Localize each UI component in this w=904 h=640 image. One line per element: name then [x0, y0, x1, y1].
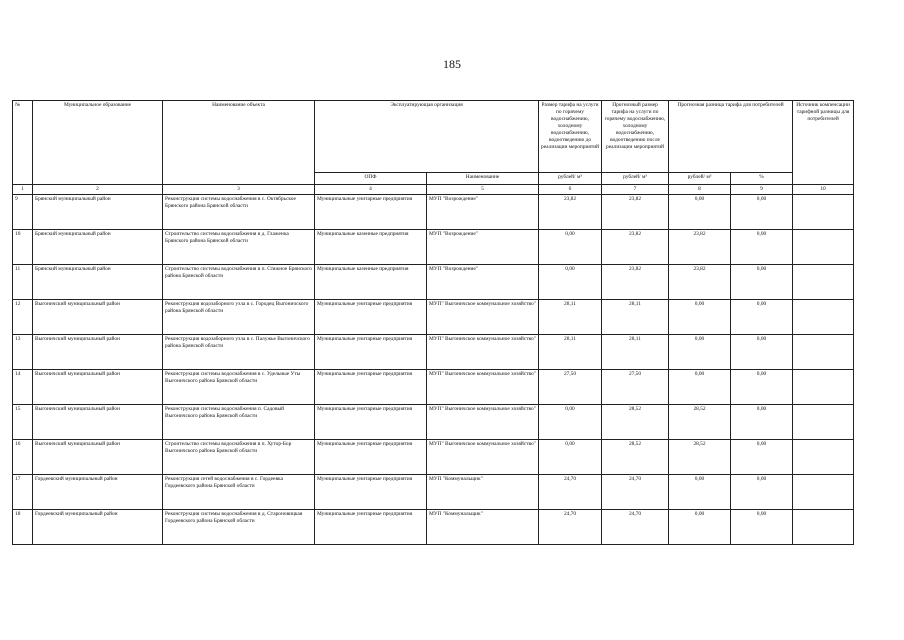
- tariff-after-cell: 23,82: [602, 230, 669, 265]
- organization-cell: МУП" Выгоничское коммунальное хозяйство": [427, 300, 539, 335]
- diff-rub-cell: 0,00: [669, 335, 731, 370]
- header-opf: ОПФ: [315, 173, 427, 185]
- opf-cell: Муниципальные унитарные предприятия: [315, 475, 427, 510]
- object-cell: Реконструкция системы водоснабжения в д. Староновицкая Гордеевского района Брянской области: [163, 510, 315, 545]
- tariff-before-cell: 24,70: [539, 510, 602, 545]
- column-number: 4: [315, 185, 427, 195]
- table-row: [13, 195, 854, 230]
- column-number: 8: [669, 185, 731, 195]
- municipality-cell: Выгоничский муниципальный район: [33, 300, 163, 335]
- table-row: [13, 230, 854, 265]
- tariff-after-cell: 28,11: [602, 300, 669, 335]
- diff-rub-cell: 28,52: [669, 405, 731, 440]
- organization-cell: МУП "Возрождение": [427, 230, 539, 265]
- table-body: [13, 195, 854, 545]
- column-number: 2: [33, 185, 163, 195]
- column-number: 1: [13, 185, 33, 195]
- municipality-cell: Брянский муниципальный район: [33, 265, 163, 300]
- opf-cell: Муниципальные унитарные предприятия: [315, 195, 427, 230]
- opf-cell: Муниципальные унитарные предприятия: [315, 440, 427, 475]
- column-number-row: [13, 185, 854, 195]
- row-number: 9: [13, 195, 33, 230]
- municipality-cell: Выгоничский муниципальный район: [33, 440, 163, 475]
- tariff-before-cell: 0,00: [539, 230, 602, 265]
- municipality-cell: Выгоничский муниципальный район: [33, 370, 163, 405]
- opf-cell: Муниципальные унитарные предприятия: [315, 510, 427, 545]
- row-number: 14: [13, 370, 33, 405]
- diff-rub-cell: 0,00: [669, 300, 731, 335]
- diff-percent-cell: 0,00: [731, 195, 793, 230]
- header-municipality: Муниципальное образование: [33, 101, 163, 185]
- object-cell: Реконструкция водозаборного узла в с. Городец Выгоничского района Брянской области: [163, 300, 315, 335]
- header-no: №: [13, 101, 33, 185]
- table-row: [13, 475, 854, 510]
- header-operator: Эксплуатирующая организация: [315, 101, 539, 173]
- header-unit-7: рублей/ м³: [602, 173, 669, 185]
- municipality-cell: Выгоничский муниципальный район: [33, 405, 163, 440]
- source-cell: [793, 300, 854, 335]
- object-cell: Реконструкция системы водоснабжения в с. Удельные Уты Выгоничского района Брянской области: [163, 370, 315, 405]
- municipality-cell: Брянский муниципальный район: [33, 230, 163, 265]
- column-number: 6: [539, 185, 602, 195]
- tariff-after-cell: 23,82: [602, 195, 669, 230]
- diff-percent-cell: 0,00: [731, 230, 793, 265]
- source-cell: [793, 475, 854, 510]
- source-cell: [793, 195, 854, 230]
- header-name: Наименование: [427, 173, 539, 185]
- header-object-name: Наименование объекта: [163, 101, 315, 185]
- opf-cell: Муниципальные унитарные предприятия: [315, 335, 427, 370]
- source-cell: [793, 335, 854, 370]
- opf-cell: Муниципальные казенные предприятия: [315, 230, 427, 265]
- header-row: [13, 101, 854, 173]
- header-unit-9: %: [731, 173, 793, 185]
- tariff-after-cell: 28,52: [602, 405, 669, 440]
- column-number: 9: [731, 185, 793, 195]
- diff-rub-cell: 0,00: [669, 370, 731, 405]
- diff-rub-cell: 28,52: [669, 440, 731, 475]
- diff-percent-cell: 0,00: [731, 335, 793, 370]
- tariff-before-cell: 24,70: [539, 475, 602, 510]
- diff-rub-cell: 0,00: [669, 475, 731, 510]
- tariff-after-cell: 28,11: [602, 335, 669, 370]
- tariff-after-cell: 23,82: [602, 265, 669, 300]
- municipality-cell: Брянский муниципальный район: [33, 195, 163, 230]
- source-cell: [793, 265, 854, 300]
- source-cell: [793, 405, 854, 440]
- table-row: [13, 510, 854, 545]
- diff-rub-cell: 23,82: [669, 265, 731, 300]
- table-row: [13, 335, 854, 370]
- organization-cell: МУП" Выгоничское коммунальное хозяйство": [427, 335, 539, 370]
- organization-cell: МУП "Возрождение": [427, 195, 539, 230]
- diff-rub-cell: 0,00: [669, 510, 731, 545]
- tariff-after-cell: 24,70: [602, 475, 669, 510]
- row-number: 11: [13, 265, 33, 300]
- tariff-after-cell: 28,52: [602, 440, 669, 475]
- opf-cell: Муниципальные казенные предприятия: [315, 265, 427, 300]
- tariff-before-cell: 0,00: [539, 405, 602, 440]
- row-number: 15: [13, 405, 33, 440]
- tariff-before-cell: 0,00: [539, 265, 602, 300]
- diff-percent-cell: 0,00: [731, 265, 793, 300]
- header-unit-6: рублей/ м³: [539, 173, 602, 185]
- header-forecast-diff: Прогнозная разница тарифа для потребителей: [669, 101, 793, 173]
- tariff-before-cell: 28,11: [539, 300, 602, 335]
- column-number: 10: [793, 185, 854, 195]
- object-cell: Реконструкция водозаборного узла в с. Палужье Выгоничского района Брянской области: [163, 335, 315, 370]
- diff-percent-cell: 0,00: [731, 370, 793, 405]
- tariff-before-cell: 23,82: [539, 195, 602, 230]
- table-row: [13, 440, 854, 475]
- tariff-before-cell: 0,00: [539, 440, 602, 475]
- object-cell: Строительство системы водоснабжения в п. Стяжное Брянского района Брянской области: [163, 265, 315, 300]
- opf-cell: Муниципальные унитарные предприятия: [315, 405, 427, 440]
- header-source: Источник компенсации тарифной разницы для потребителей: [793, 101, 854, 185]
- opf-cell: Муниципальные унитарные предприятия: [315, 300, 427, 335]
- tariff-table: [12, 100, 854, 545]
- diff-rub-cell: 23,82: [669, 230, 731, 265]
- source-cell: [793, 370, 854, 405]
- organization-cell: МУП "Коммунальщик": [427, 510, 539, 545]
- row-number: 10: [13, 230, 33, 265]
- municipality-cell: Гордеевский муниципальный район: [33, 510, 163, 545]
- tariff-before-cell: 27,50: [539, 370, 602, 405]
- organization-cell: МУП" Выгоничское коммунальное хозяйство": [427, 370, 539, 405]
- tariff-before-cell: 28,11: [539, 335, 602, 370]
- organization-cell: МУП "Возрождение": [427, 265, 539, 300]
- source-cell: [793, 230, 854, 265]
- table-row: [13, 265, 854, 300]
- header-tariff-size: Размер тарифа на услуги по горячему водоснабжению, холодному водоснабжению, водоотведению до реализации мероприятий: [539, 101, 602, 173]
- source-cell: [793, 510, 854, 545]
- table-row: [13, 300, 854, 335]
- diff-percent-cell: 0,00: [731, 300, 793, 335]
- object-cell: Реконструкция системы водоснабжения в с. Октябрьское Брянского района Брянской области: [163, 195, 315, 230]
- diff-percent-cell: 0,00: [731, 405, 793, 440]
- row-number: 16: [13, 440, 33, 475]
- header-forecast-tariff: Прогнозный размер тарифа на услуги по горячему водоснабжению, холодному водоснабжению, водоотведению после реализации мероприятий: [602, 101, 669, 173]
- diff-percent-cell: 0,00: [731, 475, 793, 510]
- organization-cell: МУП" Выгоничское коммунальное хозяйство": [427, 440, 539, 475]
- row-number: 18: [13, 510, 33, 545]
- row-number: 17: [13, 475, 33, 510]
- column-number: 3: [163, 185, 315, 195]
- municipality-cell: Выгоничский муниципальный район: [33, 335, 163, 370]
- opf-cell: Муниципальные унитарные предприятия: [315, 370, 427, 405]
- row-number: 13: [13, 335, 33, 370]
- page-number: 185: [443, 57, 461, 71]
- object-cell: Строительство системы водоснабжения в д. Глаженка Брянского района Брянской области: [163, 230, 315, 265]
- object-cell: Реконструкция сетей водоснабжения в с. Гордеевка Гордеевского района Брянской области: [163, 475, 315, 510]
- header-unit-8: рублей/ м³: [669, 173, 731, 185]
- table-row: [13, 370, 854, 405]
- diff-rub-cell: 0,00: [669, 195, 731, 230]
- diff-percent-cell: 0,00: [731, 440, 793, 475]
- diff-percent-cell: 0,00: [731, 510, 793, 545]
- column-number: 7: [602, 185, 669, 195]
- organization-cell: МУП" Выгоничское коммунальное хозяйство": [427, 405, 539, 440]
- object-cell: Строительство системы водоснабжения в п. Хутор-Бор Выгоничского района Брянской области: [163, 440, 315, 475]
- organization-cell: МУП "Коммунальщик": [427, 475, 539, 510]
- row-number: 12: [13, 300, 33, 335]
- tariff-after-cell: 24,70: [602, 510, 669, 545]
- column-number: 5: [427, 185, 539, 195]
- object-cell: Реконструкция системы водоснабжения п. Садовый Выгоничского района Брянской области: [163, 405, 315, 440]
- source-cell: [793, 440, 854, 475]
- municipality-cell: Гордеевский муниципальный район: [33, 475, 163, 510]
- tariff-after-cell: 27,50: [602, 370, 669, 405]
- table-row: [13, 405, 854, 440]
